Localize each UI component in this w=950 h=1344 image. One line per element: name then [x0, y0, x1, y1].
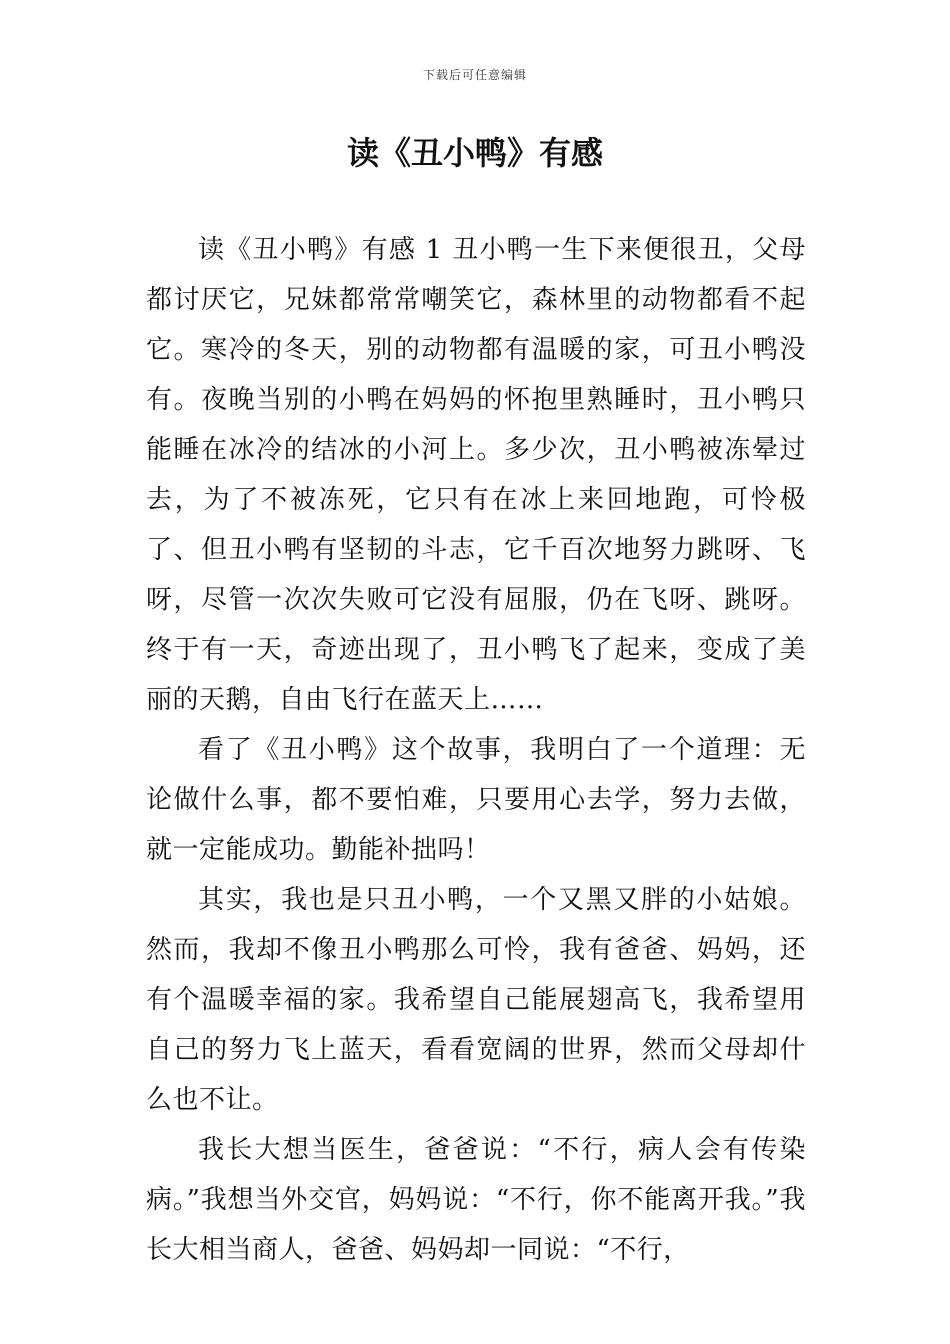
paragraph-2: 看了《丑小鸭》这个故事，我明白了一个道理：无论做什么事，都不要怕难，只要用心去学，努力去做，就一定能成功。勤能补拙吗！	[146, 735, 806, 865]
paragraph-1: 读《丑小鸭》有感 1 丑小鸭一生下来便很丑，父母都讨厌它，兄妹都常常嘲笑它，森林里的动物都看不起它。寒冷的冬天，别的动物都有温暖的家，可丑小鸭没有。夜晚当别的小鸭在妈妈的怀抱里熟睡时，丑小鸭只能睡在冰冷的结冰的小河上。多少次，丑小鸭被冻晕过去，为了不被冻死，它只有在冰上来回地跑，可怜极了、但丑小鸭有坚韧的斗志，它千百次地努力跳呀、飞呀，尽管一次次失败可它没有屈服，仍在飞呀、跳呀。终于有一天，奇迹出现了，丑小鸭飞了起来，变成了美丽的天鹅，自由飞行在蓝天上……	[146, 235, 806, 715]
article-body	[146, 225, 806, 1275]
header-note: 下载后可任意编辑	[422, 68, 527, 82]
paragraph-4: 我长大想当医生，爸爸说：“不行，病人会有传染病。”我想当外交官，妈妈说：“不行，你不能离开我。”我长大相当商人，爸爸、妈妈却一同说：“不行，	[146, 1135, 806, 1265]
page-title: 读《丑小鸭》有感	[346, 134, 603, 172]
paragraph-3: 其实，我也是只丑小鸭，一个又黑又胖的小姑娘。然而，我却不像丑小鸭那么可怜，我有爸爸、妈妈，还有个温暖幸福的家。我希望自己能展翅高飞，我希望用自己的努力飞上蓝天，看看宽阔的世界，然而父母却什么也不让。	[146, 885, 806, 1115]
